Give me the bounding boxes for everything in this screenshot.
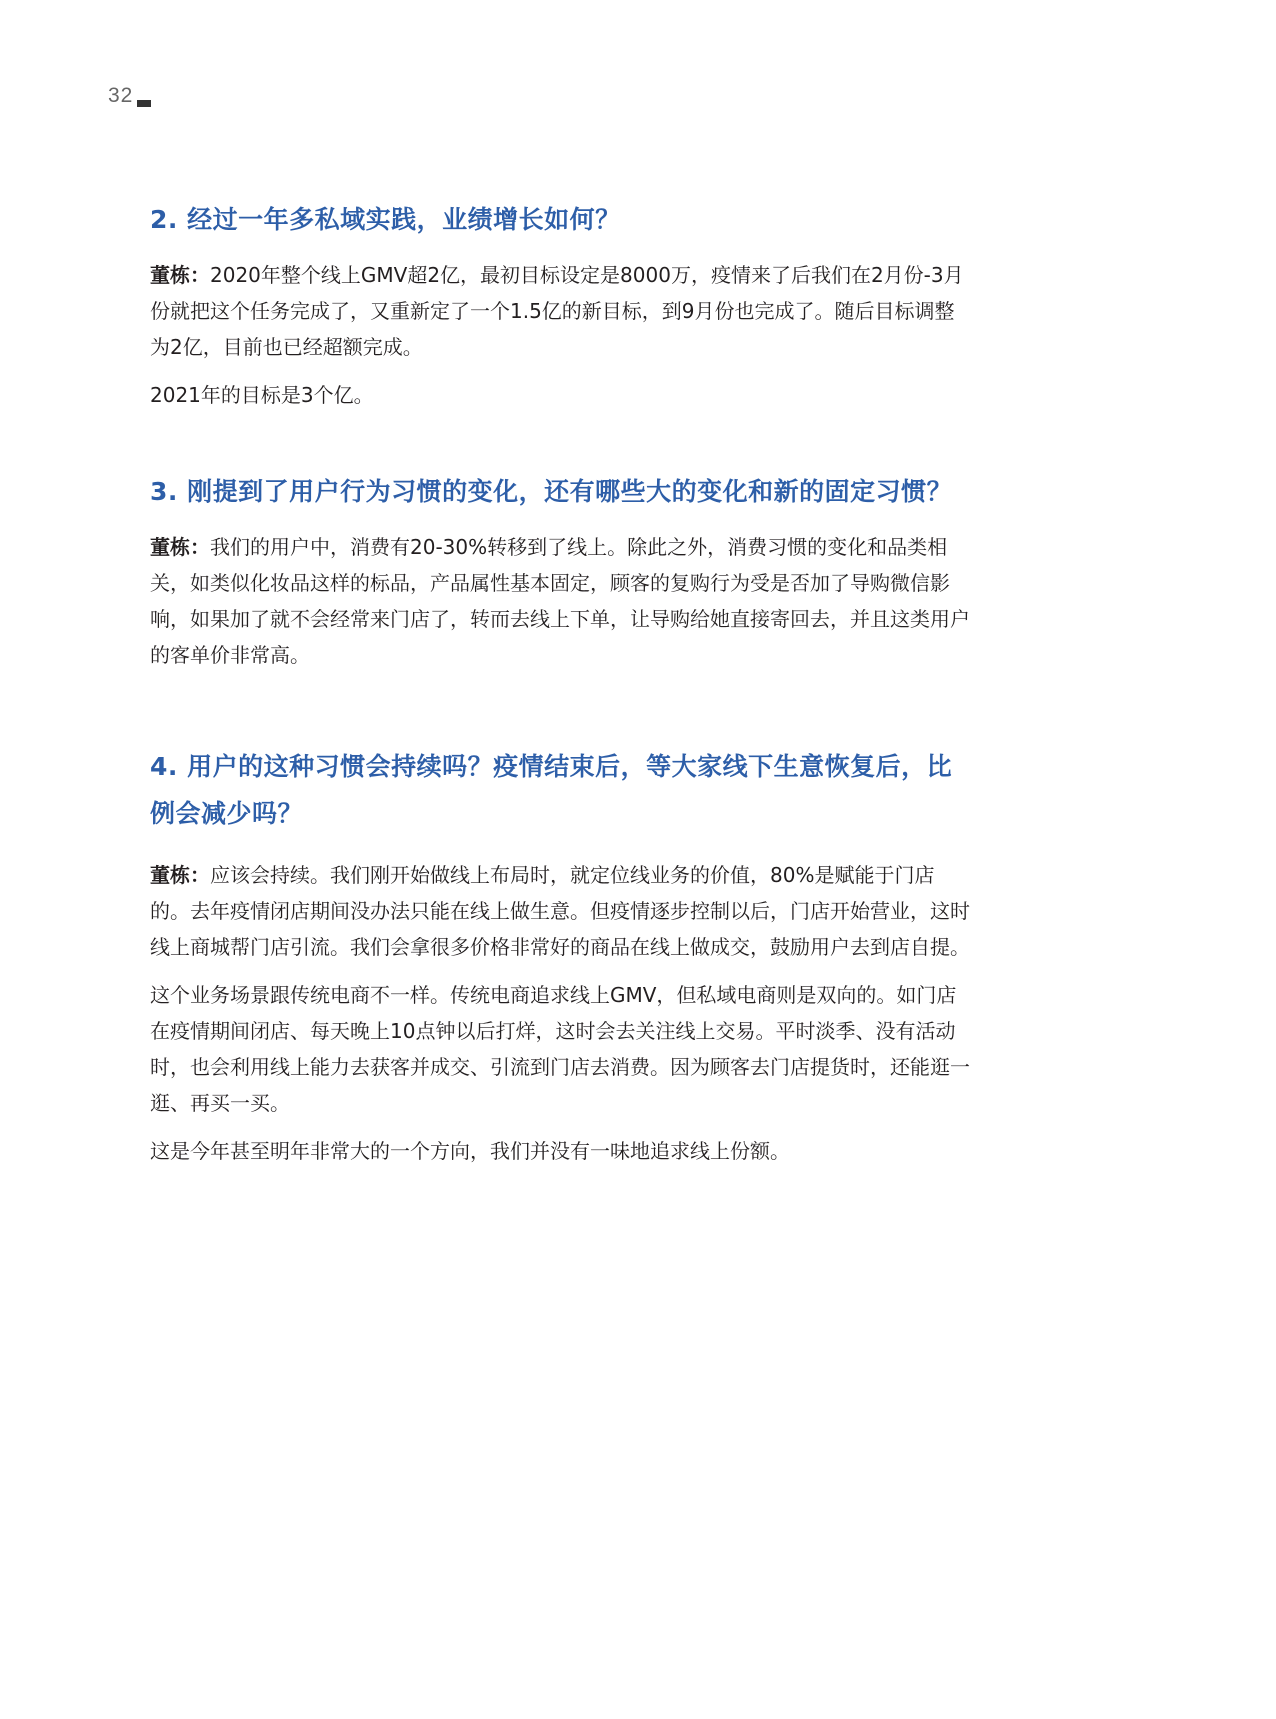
paragraph-text: 2020年整个线上GMV超2亿，最初目标设定是8000万，疫情来了后我们在2月份-3月份就把这个任务完成了，又重新定了一个1.5亿的新目标，到9月份也完成了。随后目标调整为2亿，目前也已经超额完成。 xyxy=(150,263,964,359)
paragraph xyxy=(150,1133,970,1169)
paragraph-text: 这是今年甚至明年非常大的一个方向，我们并没有一味地追求线上份额。 xyxy=(150,1139,790,1163)
answer-paragraph xyxy=(150,857,970,965)
speaker-label: 董栋： xyxy=(150,535,210,559)
paragraph-text: 这个业务场景跟传统电商不一样。传统电商追求线上GMV，但私域电商则是双向的。如门店在疫情期间闭店、每天晚上10点钟以后打烊，这时会去关注线上交易。平时淡季、没有活动时，也会利用线上能力去获客并成交、引流到门店去消费。因为顾客去门店提货时，还能逛一逛、再买一买。 xyxy=(150,983,970,1115)
answer-paragraph xyxy=(150,257,970,365)
speaker-label: 董栋： xyxy=(150,263,210,287)
paragraph xyxy=(150,977,970,1121)
speaker-label: 董栋： xyxy=(150,863,210,887)
page-number-mark xyxy=(137,100,151,107)
page-number: 32 xyxy=(108,84,134,107)
paragraph-text: 我们的用户中，消费有20-30%转移到了线上。除此之外，消费习惯的变化和品类相关，如类似化妆品这样的标品，产品属性基本固定，顾客的复购行为受是否加了导购微信影响，如果加了就不会经常来门店了，转而去线上下单，让导购给她直接寄回去，并且这类用户的客单价非常高。 xyxy=(150,535,970,667)
paragraph-text: 2021年的目标是3个亿。 xyxy=(150,383,374,407)
section-heading-2: 2. 经过一年多私域实践，业绩增长如何？ xyxy=(150,205,621,234)
paragraph-text: 应该会持续。我们刚开始做线上布局时，就定位线业务的价值，80%是赋能于门店的。去年疫情闭店期间没办法只能在线上做生意。但疫情逐步控制以后，门店开始营业，这时线上商城帮门店引流。我们会拿很多价格非常好的商品在线上做成交，鼓励用户去到店自提。 xyxy=(150,863,970,959)
section-heading-4: 4. 用户的这种习惯会持续吗？疫情结束后，等大家线下生意恢复后，比例会减少吗？ xyxy=(150,752,953,828)
section-heading-3: 3. 刚提到了用户行为习惯的变化，还有哪些大的变化和新的固定习惯？ xyxy=(150,477,953,506)
answer-paragraph xyxy=(150,529,970,673)
article-body xyxy=(150,196,970,1169)
paragraph xyxy=(150,377,970,413)
